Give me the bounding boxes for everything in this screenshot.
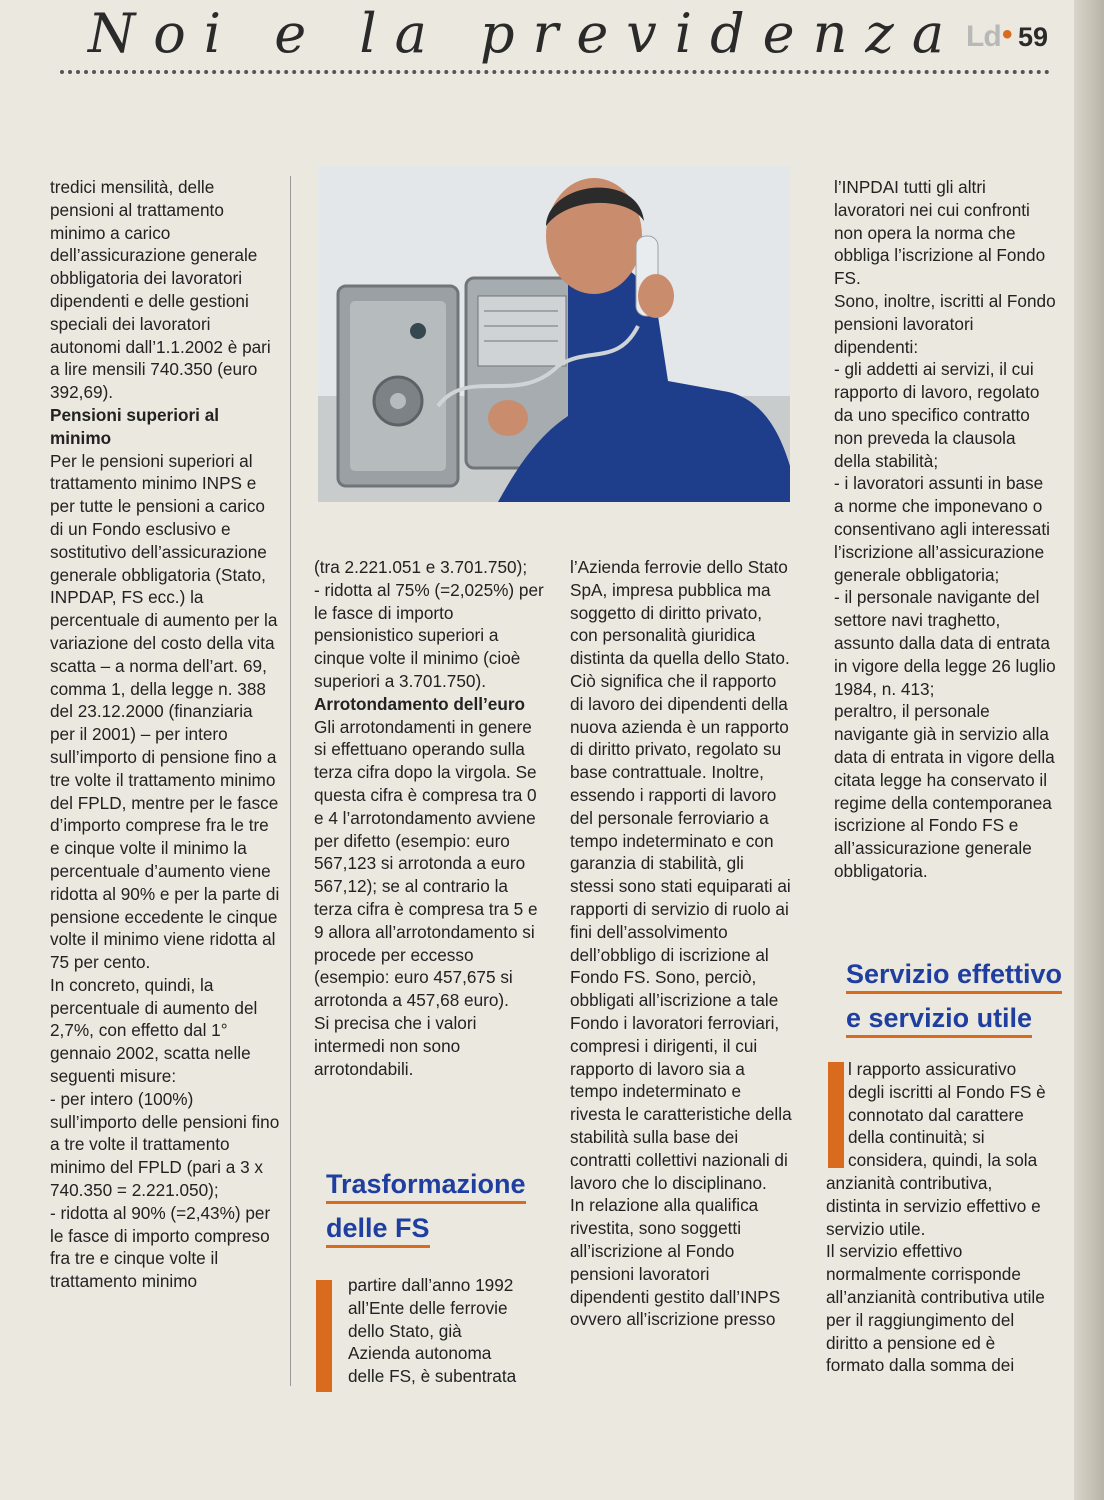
paragraph: - i lavoratori assunti in base a norme che imponevano o consentivano agli interessati l’iscrizione all’assicurazione generale obbligatoria; — [834, 473, 1050, 585]
paragraph: - ridotta al 75% (=2,025%) per le fasce di importo pensionistico superiori a cinque volte il minimo (cioè superiori a 3.701.750). — [314, 579, 544, 691]
column-1 — [50, 176, 280, 1293]
paragraph: Il servizio effettivo normalmente corrisponde all’anzianità contributiva utile per il raggiungimento del diritto a pensione ed è formato dalla somma dei — [826, 1241, 1045, 1376]
column-2 — [314, 556, 546, 1080]
title-line-2: delle FS — [326, 1211, 430, 1248]
paragraph: l’INPDAI tutti gli altri lavoratori nei cui confronti non opera la norma che obbliga l’iscrizione al Fondo FS. — [834, 177, 1046, 289]
paragraph: Gli arrotondamenti in genere si effettuano operando sulla terza cifra dopo la virgola. Se questa cifra è compresa tra 0 e 4 l’arrotondamento avviene per difetto (esempio: euro 567,123 si arrotonda a euro 567,12); se al contrario la terza cifra è compresa tra 5 e 9 allora all’arrotondamento si procede per eccesso (esempio: euro 457,675 si arrotonda a 457,68 euro). — [314, 716, 538, 1011]
paragraph: Sono, inoltre, iscritti al Fondo pensioni lavoratori dipendenti: — [834, 290, 1056, 357]
paragraph: (tra 2.221.051 e 3.701.750); — [314, 557, 528, 577]
paragraph: Si precisa che i valori intermedi non sono arrotondabili. — [314, 1012, 477, 1079]
paragraph: tredici mensilità, delle pensioni al trattamento minimo a carico dell’assicurazione generale obbligatoria dei lavoratori dipendenti e delle gestioni speciali dei lavoratori autonomi dall’1.1.2002 è pari a lire mensili 740.350 (euro 392,69). — [50, 177, 271, 403]
paragraph: l’Azienda ferrovie dello Stato SpA, impresa pubblica ma soggetto di diritto privato, con personalità giuridica distinta da quella dello Stato. Ciò significa che il rapporto di lavoro dei dipendenti della nuova azienda è un rapporto di diritto privato, regolato su base contrattuale. Inoltre, essendo i rapporti di lavoro del personale ferroviario a tempo indeterminato e con garanzia di stabilità, gli stessi sono stati equiparati ai rapporti di servizio di ruolo ai fini dell’assolvimento dell’obbligo di iscrizione al Fondo FS. Sono, perciò, obbligati all’iscrizione a tale Fondo i lavoratori ferroviari, compresi i dirigenti, il cui rapporto di lavoro sia a tempo indeterminato e rivesta le caratteristiche della stabilità sulla base dei contratti collettivi nazionali di lavoro che lo disciplinano. — [570, 557, 792, 1193]
paragraph: In relazione alla qualifica rivestita, sono soggetti all’iscrizione al Fondo pensioni lavoratori dipendenti gestito dall’INPS ovvero all’iscrizione presso — [570, 1195, 781, 1330]
header-bullet: • — [1002, 18, 1013, 51]
column-3 — [570, 556, 792, 1331]
header-dotted-rule — [60, 70, 1050, 74]
paragraph: - ridotta al 90% (=2,43%) per le fasce di importo compreso fra tre e cinque volte il trattamento minimo — [50, 1202, 271, 1292]
column-4 — [834, 176, 1056, 883]
subheading: Arrotondamento dell’euro — [314, 693, 526, 714]
servizio-lead: l rapporto assicurativo degli iscritti al Fondo FS è connotato dal carattere della continuità; si considera, quindi, la sola — [848, 1059, 1046, 1171]
title-line-1: Trasformazione — [326, 1167, 526, 1204]
photo-illustration — [318, 166, 790, 502]
paragraph: Per le pensioni superiori al trattamento minimo INPS e per tutte le pensioni a carico di un Fondo esclusivo e sostitutivo dell’assicurazione generale obbligatoria (Stato, INPDAP, FS ecc.) la percentuale di aumento per la variazione del costo della vita scatta – a norma dell’art. 69, comma 1, della legge n. 388 del 23.12.2000 (finanziaria per il 2001) – per intero sull’importo di pensione fino a tre volte il trattamento minimo del FPLD, mentre per le fasce d’importo comprese fra le tre e cinque volte il minimo la percentuale d’aumento viene ridotta al 90% e per la parte di pensione eccedente le cinque volte il minimo viene ridotta al 75 per cento. — [50, 450, 280, 973]
dropcap-i-bar — [828, 1062, 844, 1168]
dropcap-a-bar — [316, 1280, 332, 1392]
paragraph: anzianità contributiva, distinta in servizio effettivo e servizio utile. — [826, 1173, 1041, 1239]
servizio-body — [826, 1172, 1048, 1377]
title-line-1: Servizio effettivo — [846, 957, 1062, 994]
paragraph: - gli addetti ai servizi, il cui rapporto di lavoro, regolato da uno specifico contratto non preveda la clausola della stabilità; — [834, 359, 1040, 471]
paragraph: peraltro, il personale navigante già in servizio alla data di entrata in vigore della citata legge ha conservato il regime della contemporanea iscrizione al Fondo FS e all’assicurazione generale obbligatoria. — [834, 701, 1055, 881]
column-divider — [290, 176, 291, 1386]
section-title-trasformazione — [326, 1162, 546, 1250]
title-line-2: e servizio utile — [846, 1001, 1032, 1038]
page-header-title: Noi e la previdenza — [88, 2, 963, 65]
paragraph: - per intero (100%) sull’importo delle pensioni fino a tre volte il trattamento minimo del FPLD (pari a 3 x 740.350 = 2.221.050); — [50, 1088, 280, 1201]
trasformazione-lead: partire dall’anno 1992 all’Ente delle ferrovie dello Stato, già Azienda autonoma delle FS, è subentrata — [348, 1275, 517, 1387]
section-title-servizio — [846, 952, 1066, 1040]
paragraph: In concreto, quindi, la percentuale di aumento del 2,7%, con effetto dal 1° gennaio 2002, scatta nelle seguenti misure: — [50, 974, 258, 1087]
page-edge — [1074, 0, 1104, 1500]
subheading: Pensioni superiori al minimo — [50, 404, 220, 448]
paragraph: - il personale navigante del settore navi traghetto, assunto dalla data di entrata in vigore della legge 26 luglio 1984, n. 413; — [834, 587, 1056, 699]
photo-man-telephone — [318, 166, 790, 502]
page-number: 59 — [1018, 22, 1049, 52]
magazine-logo: Ld — [966, 20, 1001, 53]
